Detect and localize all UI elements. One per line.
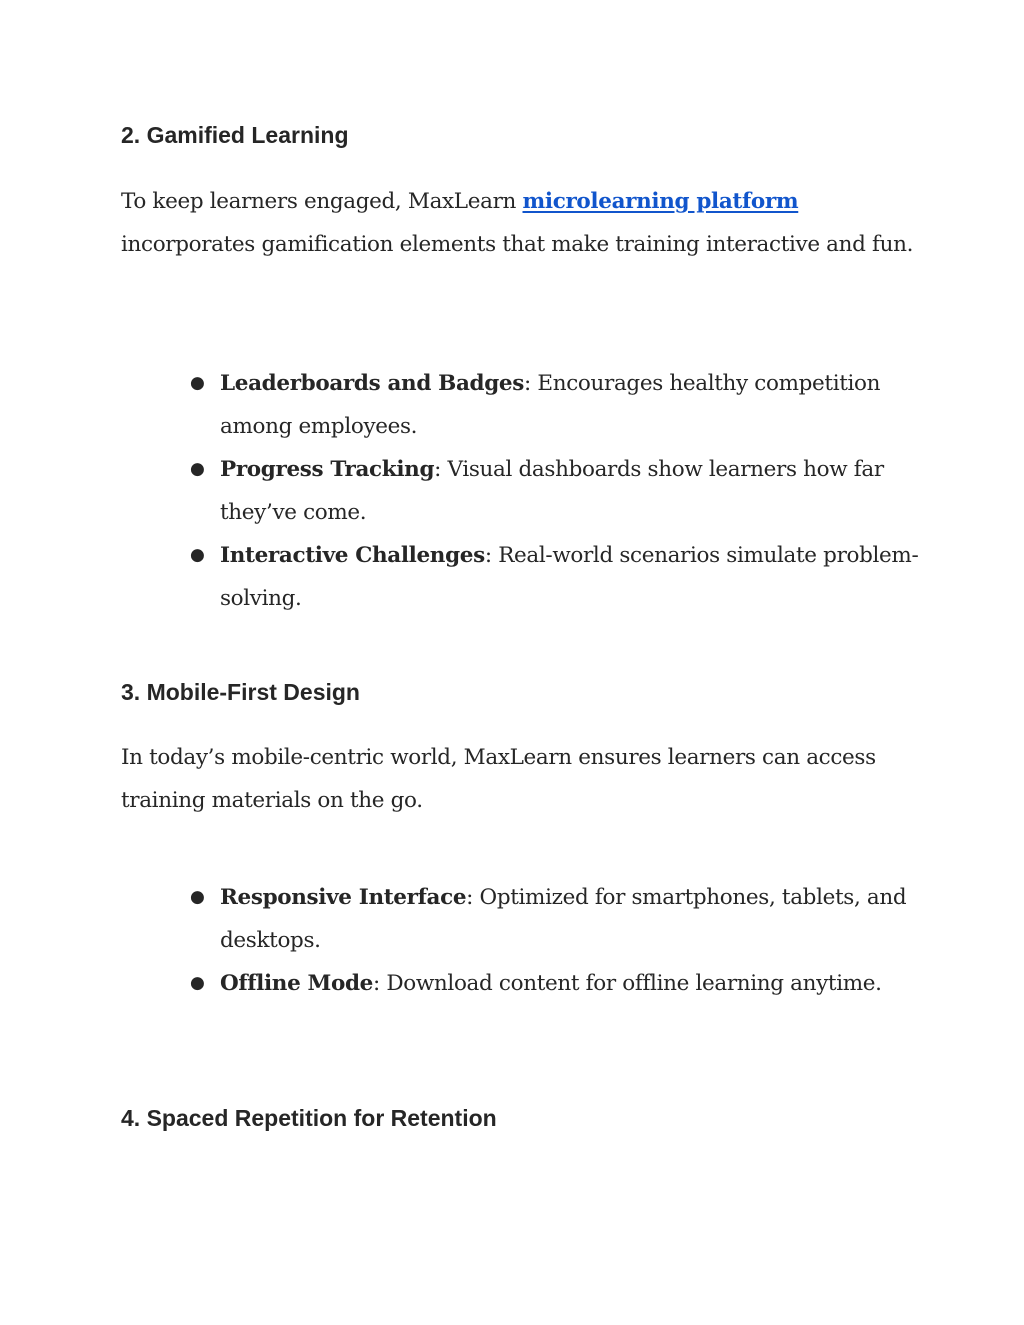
bullet-icon: ● bbox=[190, 887, 205, 907]
list-item bbox=[190, 962, 920, 1005]
list-item bbox=[190, 448, 920, 534]
feature-term: Interactive Challenges bbox=[220, 543, 485, 568]
feature-description: : Optimized for smartphones, tablets, and desktops. bbox=[220, 885, 907, 953]
list-item bbox=[190, 534, 920, 620]
heading-mobile-first-design: 3. Mobile-First Design bbox=[121, 679, 360, 705]
gamified-intro-text-after: incorporates gamification elements that make training interactive and fun. bbox=[121, 232, 914, 257]
feature-term: Offline Mode bbox=[220, 971, 374, 996]
gamified-intro-paragraph bbox=[121, 180, 921, 266]
mobile-intro-paragraph: In today’s mobile-centric world, MaxLearn ensures learners can access training materials on the go. bbox=[121, 745, 876, 813]
feature-description: : Real-world scenarios simulate problem-solving. bbox=[220, 543, 919, 611]
feature-term: Responsive Interface bbox=[220, 885, 467, 910]
heading-spaced-repetition: 4. Spaced Repetition for Retention bbox=[121, 1105, 497, 1131]
list-item bbox=[190, 362, 920, 448]
bullet-icon: ● bbox=[190, 545, 205, 565]
list-item bbox=[190, 876, 920, 962]
gamified-intro-text-before: To keep learners engaged, MaxLearn bbox=[121, 189, 523, 214]
mobile-feature-list bbox=[190, 876, 920, 1005]
feature-term: Progress Tracking bbox=[220, 457, 435, 482]
feature-description: : Encourages healthy competition among employees. bbox=[220, 371, 881, 439]
feature-description: : Download content for offline learning anytime. bbox=[373, 971, 882, 996]
heading-gamified-learning: 2. Gamified Learning bbox=[121, 122, 349, 148]
gamified-feature-list bbox=[190, 362, 920, 620]
bullet-icon: ● bbox=[190, 459, 205, 479]
microlearning-platform-link[interactable]: microlearning platform bbox=[522, 189, 799, 214]
bullet-icon: ● bbox=[190, 373, 205, 393]
bullet-icon: ● bbox=[190, 973, 205, 993]
feature-description: : Visual dashboards show learners how far they’ve come. bbox=[220, 457, 884, 525]
feature-term: Leaderboards and Badges bbox=[220, 371, 525, 396]
